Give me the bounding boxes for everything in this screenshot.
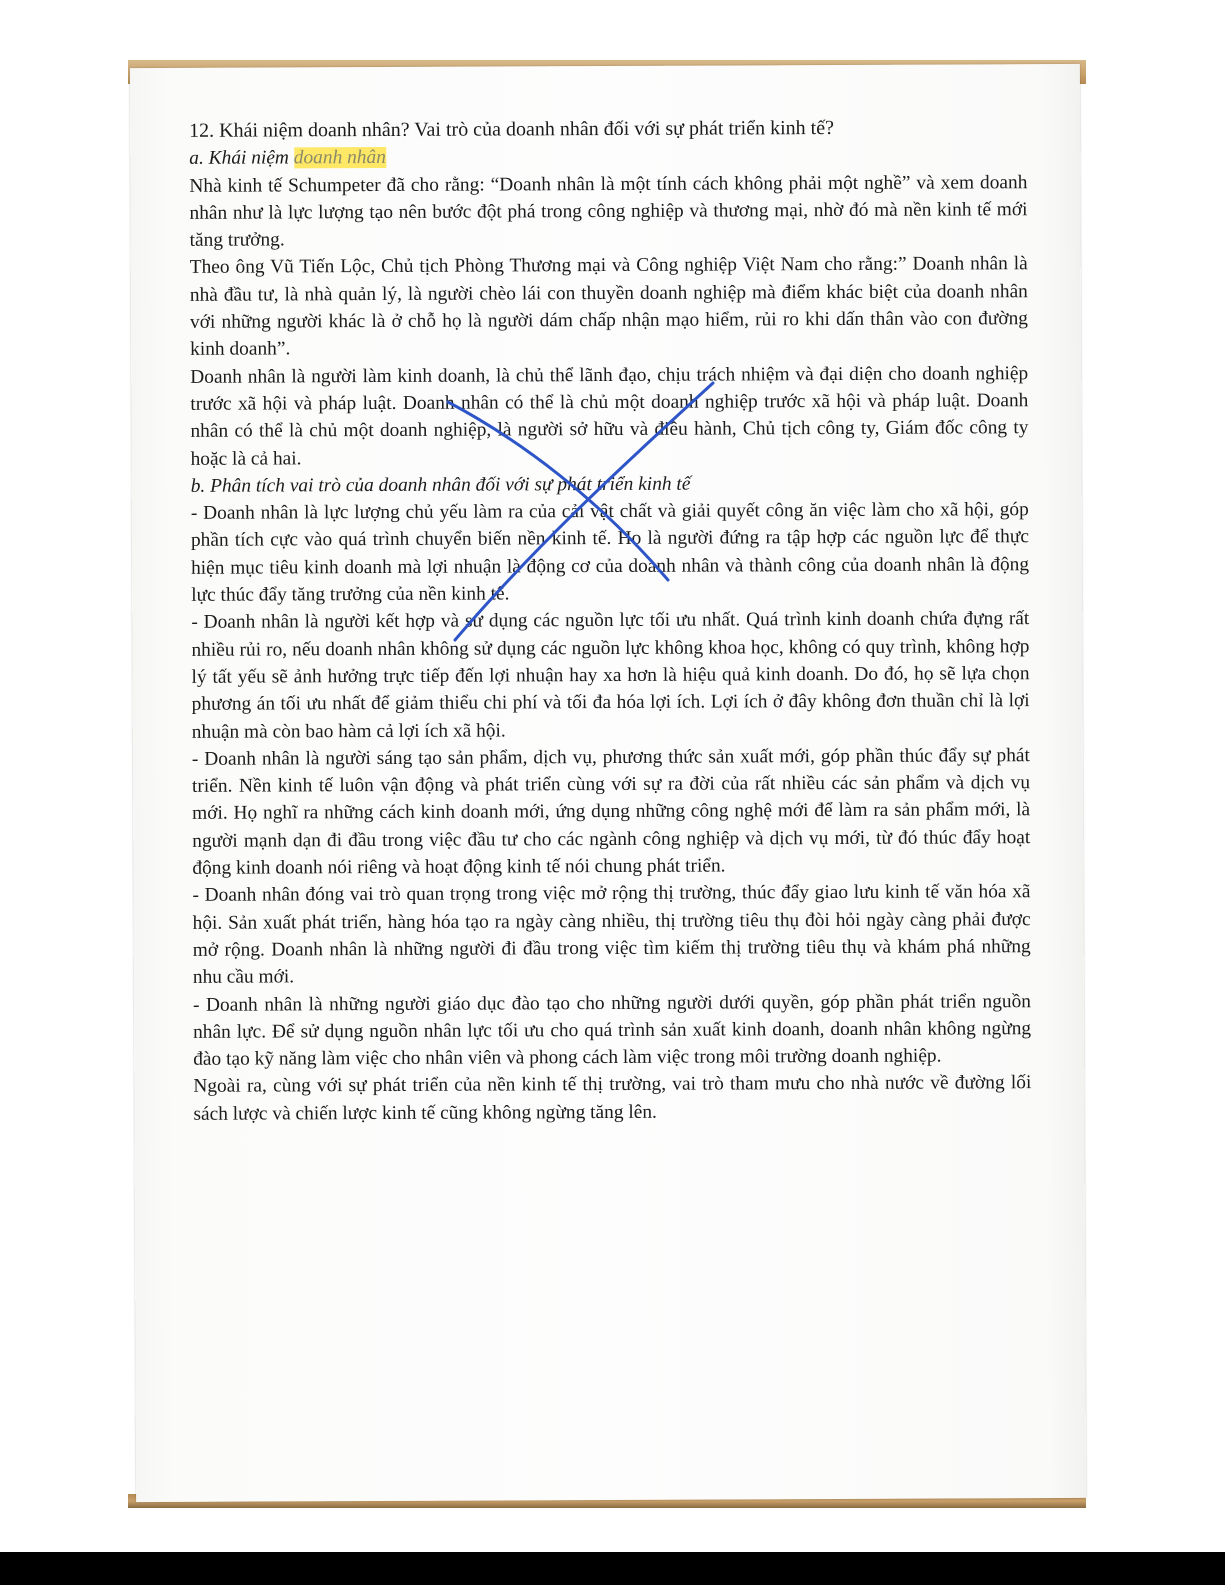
section-a-heading-prefix: a. Khái niệm bbox=[189, 147, 294, 170]
paragraph-role-3: - Doanh nhân là người sáng tạo sản phẩm, dịch vụ, phương thức sản xuất mới, góp phần thúc đẩy sự phát triển. Nền kinh tế luôn vận động và phát triển cùng với sự ra đời của rất nhiều các sản phẩm và dịch vụ mới. Họ nghĩ ra những cách kinh doanh mới, ứng dụng những công nghệ mới để làm ra sản phẩm mới, là người mạnh dạn đi đầu trong việc đầu tư cho các ngành công nghiệp và dịch vụ mới, từ đó thúc đẩy hoạt động kinh doanh nói riêng và hoạt động kinh tế nói chung phát triển. bbox=[191, 744, 1031, 879]
paragraph-definition: Doanh nhân là người làm kinh doanh, là chủ thể lãnh đạo, chịu trách nhiệm và đại diện cho doanh nghiệp trước xã hội và pháp luật. Doanh nhân có thể là chủ một doanh nghiệp trước xã hội và pháp luật. Doanh nhân có thể là chủ một doanh nghiệp, là người sở hữu và điều hành, Chủ tịch công ty, Giám đốc công ty hoặc là cả hai. bbox=[190, 362, 1029, 470]
paragraph-role-1: - Doanh nhân là lực lượng chủ yếu làm ra của cải vật chất và giải quyết công ăn việc làm cho xã hội, góp phần tích cực vào quá trình chuyển biến nền kinh tế. Họ là người đứng ra tập hợp các nguồn lực để thực hiện mục tiêu kinh doanh mà lợi nhuận là động cơ của doanh nhân và thành công của doanh nhân là động lực thúc đẩy tăng trưởng của nền kinh tế. bbox=[190, 499, 1030, 606]
paragraph-role-5: - Doanh nhân là những người giáo dục đào tạo cho những người dưới quyền, góp phần phát triển nguồn nhân lực. Để sử dụng nguồn nhân lực tối ưu cho quá trình sản xuất kinh doanh, doanh nhân không ngừng đào tạo kỹ năng làm việc cho nhân viên và phong cách làm việc trong môi trường doanh nghiệp. bbox=[192, 990, 1032, 1070]
question-title: 12. Khái niệm doanh nhân? Vai trò của doanh nhân đối với sự phát triển kinh tế? bbox=[189, 117, 834, 142]
paragraph-role-4: - Doanh nhân đóng vai trò quan trọng trong việc mở rộng thị trường, thúc đẩy giao lưu kinh tế văn hóa xã hội. Sản xuất phát triển, hàng hóa tạo ra ngày càng nhiều, thị trường tiêu thụ đòi hỏi ngày càng phải được mở rộng. Doanh nhân là những người đi đầu trong việc tìm kiếm thị trường tiêu thụ và khám phá những nhu cầu mới. bbox=[192, 881, 1031, 989]
highlighted-term: doanh nhân bbox=[293, 147, 386, 169]
paragraph-schumpeter: Nhà kinh tế Schumpeter đã cho rằng: “Doanh nhân là một tính cách không phải một nghề” và xem doanh nhân như là lực lượng tạo nên bước đột phá trong công nghiệp và thương mại, nhờ đó mà nền kinh tế mới tăng trưởng. bbox=[189, 171, 1028, 252]
section-a-heading bbox=[189, 141, 1027, 172]
section-b-heading: b. Phân tích vai trò của doanh nhân đối với sự phát triển kinh tế bbox=[190, 473, 691, 497]
paragraph-conclusion: Ngoài ra, cùng với sự phát triển của nền kinh tế thị trường, vai trò tham mưu cho nhà nước về đường lối sách lược và chiến lược kinh tế cũng không ngừng tăng lên. bbox=[193, 1072, 1032, 1125]
paragraph-role-2: - Doanh nhân là người kết hợp và sử dụng các nguồn lực tối ưu nhất. Quá trình kinh doanh chứa đựng rất nhiều rủi ro, nếu doanh nhân không sử dụng các nguồn lực không khoa học, không có quy trình, không hợp lý tất yếu sẽ ảnh hưởng trực tiếp đến lợi nhuận hay xa hơn là hiệu quả kinh doanh. Do đó, họ sẽ lựa chọn phương án tối ưu nhất để giảm thiểu chi phí và tối đa hóa lợi ích. Lợi ích ở đây không đơn thuần chỉ là lợi nhuận mà còn bao hàm cả lợi ích xã hội. bbox=[191, 608, 1030, 743]
paragraph-vu-tien-loc: Theo ông Vũ Tiến Lộc, Chủ tịch Phòng Thương mại và Công nghiệp Việt Nam cho rằng:” Doanh nhân là nhà đầu tư, là nhà quản lý, là người chèo lái con thuyền doanh nghiệp mà điểm khác biệt của doanh nhân với những người khác là ở chỗ họ là người dám chấp nhận mạo hiểm, rủi ro khi dấn thân vào con đường kinh doanh”. bbox=[189, 253, 1029, 361]
bottom-dark-band bbox=[0, 1552, 1225, 1585]
paper-sheet bbox=[130, 64, 1086, 1502]
document-body bbox=[189, 114, 1031, 1128]
